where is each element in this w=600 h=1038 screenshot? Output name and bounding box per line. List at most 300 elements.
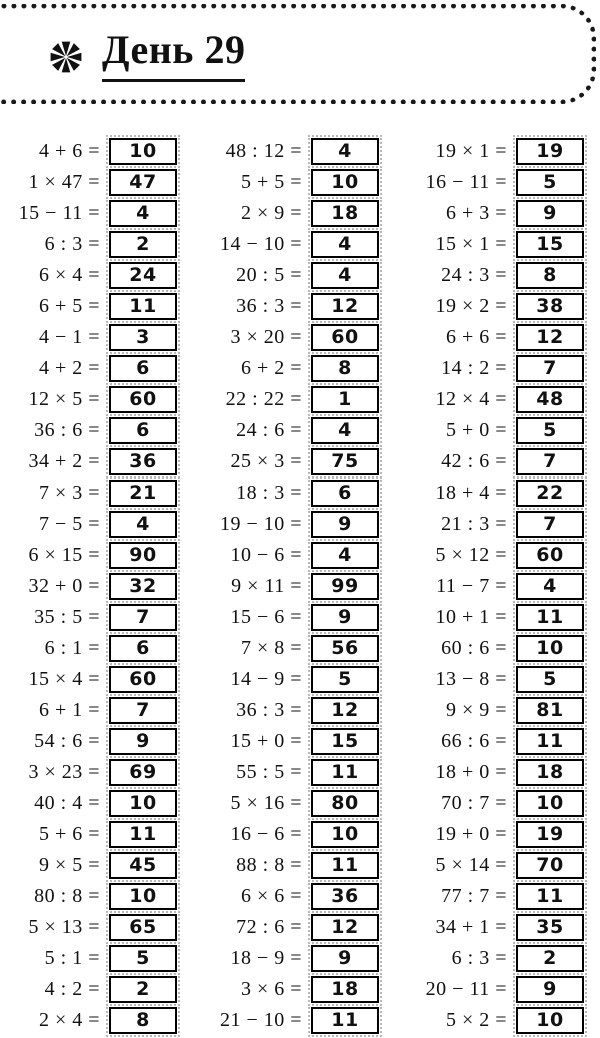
- problem-row: [0, 415, 177, 446]
- answer-value: 75: [331, 450, 359, 473]
- answer-box: [311, 883, 379, 910]
- answer-value: 5: [543, 171, 557, 194]
- problem-row: [379, 291, 584, 322]
- answer-box: [311, 728, 379, 755]
- problem-row: [379, 571, 584, 602]
- problem-expression: 34 + 1 =: [435, 916, 507, 939]
- problem-row: [0, 509, 177, 540]
- problem-row: [177, 322, 379, 353]
- problem-row: [379, 1005, 584, 1036]
- answer-value: 6: [338, 481, 352, 504]
- answer-value: 10: [129, 792, 157, 814]
- problem-row: [379, 602, 584, 633]
- answer-box: [516, 511, 584, 538]
- answer-box: [311, 324, 379, 351]
- problem-expression: 21 : 3 =: [441, 512, 507, 535]
- answer-box: [516, 821, 584, 848]
- problem-row: [177, 757, 379, 788]
- answer-value: 11: [331, 854, 359, 877]
- problem-expression: 70 : 7 =: [441, 792, 507, 814]
- problem-row: [0, 198, 177, 229]
- problem-expression: 72 : 6 =: [236, 916, 302, 939]
- problem-expression: 2 × 4 =: [38, 1009, 100, 1032]
- problem-row: [379, 198, 584, 229]
- answer-box: [516, 448, 584, 475]
- problem-row: [0, 1005, 177, 1036]
- worksheet-column-3: [379, 136, 584, 1036]
- answer-value: 32: [129, 574, 157, 597]
- problem-expression: 1 × 47 =: [28, 171, 100, 194]
- answer-value: 11: [129, 823, 157, 846]
- answer-value: 19: [536, 140, 564, 163]
- answer-value: 65: [129, 916, 157, 939]
- problem-row: [379, 540, 584, 571]
- problem-row: [177, 353, 379, 384]
- problem-expression: 24 : 6 =: [236, 419, 302, 442]
- answer-value: 10: [331, 823, 359, 846]
- answer-value: 7: [136, 698, 150, 721]
- answer-value: 56: [331, 636, 359, 659]
- problem-expression: 21 − 10 =: [219, 1009, 302, 1032]
- answer-box: [516, 573, 584, 600]
- problem-expression: 48 : 12 =: [225, 140, 302, 163]
- answer-box: [311, 573, 379, 600]
- problem-expression: 5 + 6 =: [38, 823, 100, 846]
- answer-value: 80: [331, 792, 359, 814]
- problem-expression: 55 : 5 =: [236, 760, 302, 783]
- answer-value: 5: [543, 667, 557, 690]
- problem-expression: 88 : 8 =: [236, 854, 302, 877]
- answer-value: 12: [331, 698, 359, 721]
- answer-box: [311, 511, 379, 538]
- answer-value: 5: [543, 419, 557, 442]
- answer-value: 35: [536, 916, 564, 939]
- answer-value: 4: [338, 140, 352, 163]
- answer-box: [109, 542, 177, 569]
- answer-value: 9: [338, 947, 352, 970]
- problem-expression: 9 × 9 =: [445, 698, 507, 721]
- answer-box: [311, 697, 379, 724]
- answer-value: 6: [136, 419, 150, 442]
- answer-box: [109, 511, 177, 538]
- problem-expression: 4 + 6 =: [38, 140, 100, 163]
- problem-row: [0, 322, 177, 353]
- problem-row: [379, 974, 584, 1005]
- answer-value: 99: [331, 574, 359, 597]
- answer-value: 10: [536, 1009, 564, 1032]
- answer-box: [311, 635, 379, 662]
- problem-row: [379, 850, 584, 881]
- problem-expression: 5 × 2 =: [445, 1009, 507, 1032]
- problem-expression: 5 + 0 =: [445, 419, 507, 442]
- problem-expression: 14 − 9 =: [230, 667, 302, 690]
- answer-value: 9: [136, 729, 150, 752]
- answer-value: 81: [536, 698, 564, 721]
- problem-row: [0, 664, 177, 695]
- problem-expression: 19 − 10 =: [219, 512, 302, 535]
- problem-expression: 54 : 6 =: [34, 729, 100, 752]
- problem-row: [379, 881, 584, 912]
- answer-box: [109, 262, 177, 289]
- problem-expression: 3 × 20 =: [230, 326, 302, 349]
- answer-box: [311, 293, 379, 320]
- problem-expression: 36 : 3 =: [236, 698, 302, 721]
- problem-row: [177, 291, 379, 322]
- problem-row: [0, 291, 177, 322]
- answer-value: 15: [331, 729, 359, 752]
- problem-expression: 10 + 1 =: [435, 605, 507, 628]
- worksheet: [0, 136, 584, 1036]
- problem-expression: 6 : 3 =: [451, 947, 507, 970]
- problem-row: [177, 788, 379, 819]
- problem-row: [0, 633, 177, 664]
- problem-row: [379, 229, 584, 260]
- answer-value: 2: [136, 233, 150, 256]
- answer-box: [311, 604, 379, 631]
- problem-expression: 10 − 6 =: [230, 543, 302, 566]
- problem-row: [0, 912, 177, 943]
- answer-value: 4: [338, 419, 352, 442]
- answer-value: 48: [536, 388, 564, 411]
- problem-row: [177, 260, 379, 291]
- answer-value: 47: [129, 171, 157, 194]
- problem-expression: 25 × 3 =: [230, 450, 302, 473]
- answer-value: 4: [338, 264, 352, 287]
- answer-value: 4: [338, 543, 352, 566]
- answer-value: 10: [536, 792, 564, 814]
- answer-box: [311, 417, 379, 444]
- problem-row: [379, 819, 584, 850]
- problem-row: [379, 757, 584, 788]
- answer-value: 60: [331, 326, 359, 349]
- answer-value: 11: [536, 605, 564, 628]
- problem-expression: 6 + 1 =: [38, 698, 100, 721]
- answer-box: [516, 883, 584, 910]
- answer-box: [109, 976, 177, 1003]
- answer-value: 4: [136, 512, 150, 535]
- answer-value: 2: [136, 978, 150, 1001]
- problem-row: [379, 384, 584, 415]
- problem-row: [379, 478, 584, 509]
- answer-value: 21: [129, 481, 157, 504]
- answer-box: [311, 821, 379, 848]
- problem-expression: 6 + 6 =: [445, 326, 507, 349]
- problem-expression: 36 : 6 =: [34, 419, 100, 442]
- problem-row: [379, 726, 584, 757]
- answer-box: [516, 324, 584, 351]
- answer-box: [516, 728, 584, 755]
- problem-expression: 20 − 11 =: [425, 978, 507, 1001]
- answer-box: [311, 231, 379, 258]
- answer-box: [516, 355, 584, 382]
- problem-row: [177, 664, 379, 695]
- problem-row: [0, 353, 177, 384]
- answer-box: [311, 945, 379, 972]
- worksheet-column-2: [177, 136, 379, 1036]
- problem-expression: 12 × 5 =: [28, 388, 100, 411]
- problem-expression: 20 : 5 =: [236, 264, 302, 287]
- problem-expression: 24 : 3 =: [441, 264, 507, 287]
- answer-value: 24: [129, 264, 157, 287]
- answer-box: [516, 666, 584, 693]
- answer-box: [109, 355, 177, 382]
- problem-expression: 6 × 4 =: [38, 264, 100, 287]
- answer-value: 11: [331, 760, 359, 783]
- answer-value: 4: [543, 574, 557, 597]
- problem-expression: 42 : 6 =: [441, 450, 507, 473]
- problem-expression: 15 × 1 =: [435, 233, 507, 256]
- answer-box: [516, 542, 584, 569]
- answer-value: 69: [129, 760, 157, 783]
- problem-expression: 16 − 6 =: [230, 823, 302, 846]
- answer-value: 22: [536, 481, 564, 504]
- problem-expression: 80 : 8 =: [34, 885, 100, 908]
- problem-row: [177, 912, 379, 943]
- problem-row: [379, 446, 584, 477]
- answer-box: [109, 604, 177, 631]
- problem-expression: 5 + 5 =: [240, 171, 302, 194]
- problem-row: [177, 509, 379, 540]
- answer-box: [516, 262, 584, 289]
- answer-value: 3: [136, 326, 150, 349]
- problem-expression: 7 × 3 =: [38, 481, 100, 504]
- answer-value: 10: [129, 885, 157, 908]
- answer-box: [516, 635, 584, 662]
- answer-box: [311, 1007, 379, 1034]
- problem-expression: 18 : 3 =: [236, 481, 302, 504]
- answer-box: [516, 200, 584, 227]
- worksheet-column-1: [0, 136, 177, 1036]
- problem-expression: 60 : 6 =: [441, 636, 507, 659]
- problem-row: [177, 540, 379, 571]
- problem-expression: 77 : 7 =: [441, 885, 507, 908]
- answer-box: [109, 293, 177, 320]
- problem-expression: 4 : 2 =: [44, 978, 100, 1001]
- answer-value: 6: [136, 636, 150, 659]
- answer-box: [311, 448, 379, 475]
- answer-value: 11: [536, 729, 564, 752]
- answer-box: [109, 448, 177, 475]
- answer-value: 90: [129, 543, 157, 566]
- answer-value: 5: [136, 947, 150, 970]
- answer-value: 7: [136, 605, 150, 628]
- problem-expression: 4 + 2 =: [38, 357, 100, 380]
- page-title: День 29: [102, 30, 245, 82]
- problem-row: [0, 602, 177, 633]
- problem-row: [177, 633, 379, 664]
- problem-row: [379, 664, 584, 695]
- answer-box: [311, 914, 379, 941]
- answer-value: 7: [543, 450, 557, 473]
- answer-value: 9: [338, 512, 352, 535]
- answer-value: 70: [536, 854, 564, 877]
- answer-box: [109, 945, 177, 972]
- answer-box: [109, 324, 177, 351]
- problem-row: [177, 198, 379, 229]
- problem-expression: 5 : 1 =: [44, 947, 100, 970]
- answer-box: [109, 417, 177, 444]
- problem-row: [0, 167, 177, 198]
- answer-box: [516, 231, 584, 258]
- answer-box: [516, 417, 584, 444]
- problem-expression: 40 : 4 =: [34, 792, 100, 814]
- problem-row: [177, 602, 379, 633]
- problem-row: [0, 229, 177, 260]
- answer-value: 5: [338, 667, 352, 690]
- answer-value: 8: [338, 357, 352, 380]
- answer-box: [109, 1007, 177, 1034]
- answer-value: 12: [331, 295, 359, 318]
- problem-row: [177, 384, 379, 415]
- problem-expression: 18 + 4 =: [435, 481, 507, 504]
- problem-expression: 15 × 4 =: [28, 667, 100, 690]
- problem-expression: 15 + 0 =: [230, 729, 302, 752]
- answer-box: [109, 480, 177, 507]
- answer-box: [109, 666, 177, 693]
- answer-box: [109, 635, 177, 662]
- answer-box: [516, 138, 584, 165]
- answer-box: [109, 138, 177, 165]
- problem-row: [379, 167, 584, 198]
- problem-expression: 6 : 1 =: [44, 636, 100, 659]
- problem-expression: 15 − 6 =: [230, 605, 302, 628]
- answer-value: 12: [331, 916, 359, 939]
- answer-box: [516, 293, 584, 320]
- problem-expression: 9 × 11 =: [231, 574, 302, 597]
- problem-expression: 5 × 14 =: [435, 854, 507, 877]
- problem-row: [0, 695, 177, 726]
- answer-box: [109, 790, 177, 817]
- problem-expression: 6 + 2 =: [240, 357, 302, 380]
- problem-expression: 7 − 5 =: [38, 512, 100, 535]
- problem-expression: 19 × 1 =: [435, 140, 507, 163]
- problem-expression: 22 : 22 =: [225, 388, 302, 411]
- problem-expression: 13 − 8 =: [435, 667, 507, 690]
- problem-row: [0, 540, 177, 571]
- problem-expression: 35 : 5 =: [34, 605, 100, 628]
- answer-box: [109, 573, 177, 600]
- problem-expression: 14 : 2 =: [441, 357, 507, 380]
- problem-expression: 19 + 0 =: [435, 823, 507, 846]
- problem-row: [177, 695, 379, 726]
- answer-box: [311, 759, 379, 786]
- problem-row: [177, 446, 379, 477]
- answer-value: 60: [129, 667, 157, 690]
- answer-value: 36: [331, 885, 359, 908]
- problem-row: [177, 415, 379, 446]
- answer-box: [516, 852, 584, 879]
- problem-expression: 6 × 6 =: [240, 885, 302, 908]
- answer-value: 1: [338, 388, 352, 411]
- problem-row: [379, 509, 584, 540]
- answer-value: 11: [129, 295, 157, 318]
- answer-box: [516, 976, 584, 1003]
- answer-box: [311, 542, 379, 569]
- problem-row: [0, 384, 177, 415]
- answer-box: [311, 666, 379, 693]
- problem-row: [177, 726, 379, 757]
- problem-expression: 18 − 9 =: [230, 947, 302, 970]
- answer-box: [109, 914, 177, 941]
- answer-value: 10: [129, 140, 157, 163]
- answer-value: 18: [331, 978, 359, 1001]
- problem-row: [0, 478, 177, 509]
- problem-row: [177, 850, 379, 881]
- problem-row: [177, 478, 379, 509]
- answer-value: 18: [536, 760, 564, 783]
- problem-expression: 3 × 23 =: [28, 760, 100, 783]
- answer-box: [311, 355, 379, 382]
- problem-expression: 5 × 13 =: [28, 916, 100, 939]
- problem-row: [379, 136, 584, 167]
- problem-expression: 5 × 16 =: [230, 792, 302, 814]
- problem-row: [0, 881, 177, 912]
- answer-box: [109, 697, 177, 724]
- problem-expression: 6 × 15 =: [28, 543, 100, 566]
- answer-value: 19: [536, 823, 564, 846]
- problem-row: [177, 136, 379, 167]
- answer-box: [109, 169, 177, 196]
- problem-expression: 14 − 10 =: [219, 233, 302, 256]
- answer-box: [109, 883, 177, 910]
- answer-box: [311, 262, 379, 289]
- problem-row: [177, 571, 379, 602]
- problem-row: [379, 633, 584, 664]
- answer-box: [109, 386, 177, 413]
- problem-expression: 34 + 2 =: [28, 450, 100, 473]
- header: [0, 0, 600, 120]
- answer-value: 45: [129, 854, 157, 877]
- answer-box: [311, 852, 379, 879]
- answer-value: 15: [536, 233, 564, 256]
- answer-box: [516, 697, 584, 724]
- answer-box: [311, 976, 379, 1003]
- answer-box: [109, 852, 177, 879]
- answer-box: [311, 169, 379, 196]
- answer-box: [311, 790, 379, 817]
- answer-value: 11: [536, 885, 564, 908]
- problem-expression: 3 × 6 =: [240, 978, 302, 1001]
- problem-row: [177, 881, 379, 912]
- problem-row: [177, 1005, 379, 1036]
- answer-value: 9: [543, 978, 557, 1001]
- problem-row: [0, 819, 177, 850]
- problem-row: [177, 819, 379, 850]
- answer-box: [516, 945, 584, 972]
- problem-row: [379, 322, 584, 353]
- answer-value: 7: [543, 357, 557, 380]
- problem-row: [0, 788, 177, 819]
- problem-expression: 6 + 5 =: [38, 295, 100, 318]
- problem-row: [379, 260, 584, 291]
- problem-expression: 19 × 2 =: [435, 295, 507, 318]
- answer-box: [109, 728, 177, 755]
- problem-row: [379, 695, 584, 726]
- problem-row: [379, 788, 584, 819]
- answer-value: 7: [543, 512, 557, 535]
- answer-box: [109, 821, 177, 848]
- answer-value: 9: [543, 202, 557, 225]
- answer-value: 36: [129, 450, 157, 473]
- problem-expression: 9 × 5 =: [38, 854, 100, 877]
- problem-row: [379, 353, 584, 384]
- answer-box: [516, 1007, 584, 1034]
- problem-expression: 36 : 3 =: [236, 295, 302, 318]
- problem-row: [379, 912, 584, 943]
- answer-box: [109, 231, 177, 258]
- answer-value: 11: [331, 1009, 359, 1032]
- problem-expression: 4 − 1 =: [38, 326, 100, 349]
